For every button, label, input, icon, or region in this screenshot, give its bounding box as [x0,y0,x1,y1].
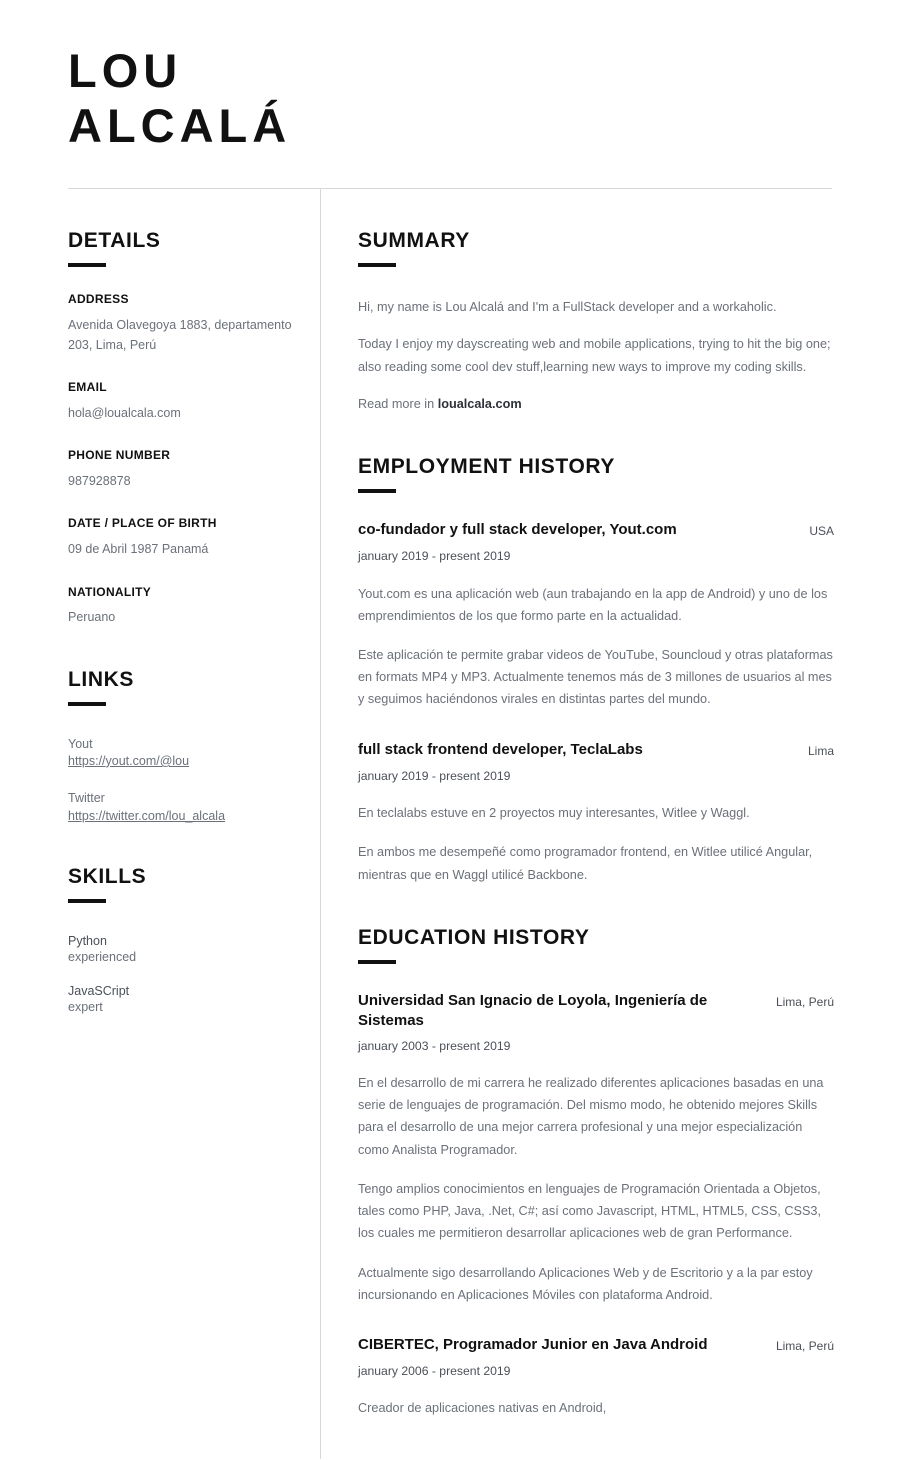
education-section [358,926,834,1420]
entry-title: Universidad San Ignacio de Loyola, Ingeniería de Sistemas [358,991,708,1029]
detail-label: PHONE NUMBER [68,448,171,463]
resume-columns [0,189,900,1420]
sidebar [68,189,320,1032]
entry-location: Lima, Perú [775,1338,834,1353]
summary-body [358,296,834,415]
link-item [68,736,296,771]
entry-body [358,802,834,886]
skill-name: JavaSCript [68,983,130,998]
skills-section [68,865,296,1015]
skills-accent-bar [68,899,106,903]
entry-title: co-fundador y full stack developer, Yout.com [358,521,677,539]
link-label: Twitter [68,791,105,806]
links-section [68,668,296,826]
main-content [320,189,834,1420]
employment-accent-bar [358,489,396,493]
links-accent-bar [68,702,106,706]
entry-header [358,991,834,1031]
entry-header [358,740,834,761]
entry-title: full stack frontend developer, TeclaLabs [358,740,643,758]
summary-paragraph: Hi, my name is Lou Alcalá and I'm a FullStack developer and a workaholic. [358,300,777,315]
entry-header [358,520,834,541]
detail-value: Avenida Olavegoya 1883, departamento 203, Lima, Perú [68,317,292,353]
skill-name: Python [68,934,107,949]
entry-header [358,1335,834,1356]
entry-date: january 2006 - present 2019 [358,1364,511,1379]
employment-entries [358,520,834,886]
detail-group-address [68,291,296,355]
employment-heading: EMPLOYMENT HISTORY [358,454,615,478]
entry-date: january 2019 - present 2019 [358,768,511,783]
candidate-last-name: ALCALÁ [68,98,292,152]
employment-section [358,455,834,886]
details-accent-bar [68,263,106,267]
entry-paragraph: Yout.com es una aplicación web (aun trabajando en la app de Android) y uno de los emprendimientos de los que formo parte en la actualidad. [358,586,828,623]
summary-read-more [358,393,834,415]
education-entry [358,991,834,1306]
entry-location: USA [809,524,834,539]
detail-group-birth [68,515,296,559]
entry-paragraph: En teclalabs estuve en 2 proyectos muy interesantes, Witlee y Waggl. [358,806,750,821]
detail-label: NATIONALITY [68,584,152,599]
entry-paragraph: Actualmente sigo desarrollando Aplicaciones Web y de Escritorio y a la par estoy incursionando en Aplicaciones Móviles con plataforma Android. [358,1265,813,1302]
skill-level: expert [68,999,103,1014]
entry-body [358,1397,834,1419]
employment-entry [358,520,834,711]
candidate-first-name: LOU [68,44,183,97]
summary-accent-bar [358,263,396,267]
summary-section [358,229,834,415]
entry-paragraph: En ambos me desempeñé como programador frontend, en Witlee utilicé Angular, mientras que en Waggl utilicé Backbone. [358,845,813,882]
entry-location: Lima [807,743,834,758]
detail-value: hola@loualcala.com [68,406,181,421]
link-url-twitter[interactable]: https://twitter.com/lou_alcala [68,808,226,823]
detail-label: DATE / PLACE OF BIRTH [68,516,217,531]
detail-label: EMAIL [68,380,107,395]
read-more-prefix: Read more in [358,396,438,411]
link-url-yout[interactable]: https://yout.com/@lou [68,753,190,768]
details-heading: DETAILS [68,228,161,252]
detail-label: ADDRESS [68,292,129,307]
details-section [68,229,296,628]
education-entries [358,991,834,1420]
summary-heading: SUMMARY [358,228,470,252]
skills-heading: SKILLS [68,865,147,889]
column-divider [320,189,321,1459]
links-heading: LINKS [68,667,134,691]
entry-title: CIBERTEC, Programador Junior en Java Android [358,1335,708,1353]
employment-entry [358,740,834,886]
entry-date: january 2019 - present 2019 [358,549,511,564]
education-heading: EDUCATION HISTORY [358,925,590,949]
entry-date: january 2003 - present 2019 [358,1038,511,1053]
detail-value: 09 de Abril 1987 Panamá [68,542,209,557]
detail-group-phone [68,447,296,491]
skill-item [68,933,296,966]
detail-value: 987928878 [68,474,131,489]
resume-header [0,0,900,154]
education-entry [358,1335,834,1420]
links-list [68,736,296,826]
entry-paragraph: En el desarrollo de mi carrera he realizado diferentes aplicaciones basadas en una serie de lenguajes de programación. Del mismo modo, he obtenido mejores Skills para el desarrollo de una mejor carrera profesional y una mejor especialización como Analista Programador. [358,1076,824,1157]
detail-value: Peruano [68,610,116,625]
detail-group-nationality [68,584,296,628]
summary-paragraph: Today I enjoy my dayscreating web and mobile applications, trying to hit the big one; also reading some cool dev stuff,learning new ways to improve my coding skills. [358,337,831,374]
entry-location: Lima, Perú [775,994,834,1009]
entry-paragraph: Creador de aplicaciones nativas en Android, [358,1401,607,1416]
entry-paragraph: Este aplicación te permite grabar videos de YouTube, Souncloud y otras plataformas en formats MP4 y MP3. Actualmente tenemos más de 3 millones de usuarios al mes y seguimos haciéndonos virales en distintas partes del mundo. [358,647,833,707]
skills-list [68,933,296,1015]
read-more-site: loualcala.com [437,396,522,411]
entry-body [358,1072,834,1306]
link-label: Yout [68,736,93,751]
link-item [68,790,296,825]
education-accent-bar [358,960,396,964]
entry-body [358,583,834,711]
skill-level: experienced [68,950,137,965]
skill-item [68,983,296,1016]
detail-group-email [68,379,296,423]
entry-paragraph: Tengo amplios conocimientos en lenguajes de Programación Orientada a Objetos, tales como PHP, Java, .Net, C#; así como Javascript, HTML, HTML5, CSS, CSS3, los cuales me permitieron desarrollar aplicaciones web de gran Performance. [358,1181,822,1241]
